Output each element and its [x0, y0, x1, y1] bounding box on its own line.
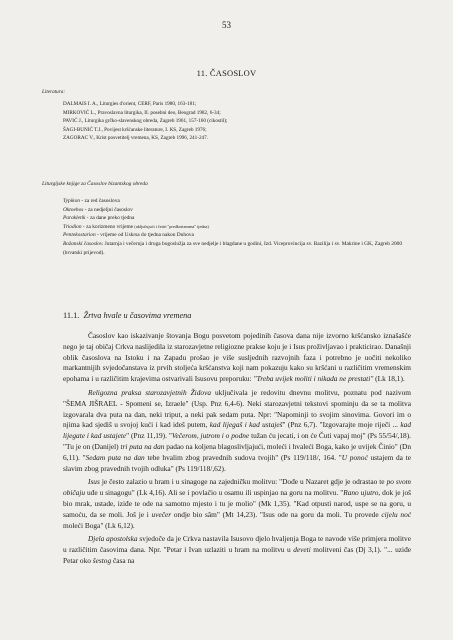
text-run: svjedoče da je Crkva nastavila Isusovo djelo hvaljenja Boga te navode više primjera molitve u različitim časovima dana. Npr. "Petar i Ivan uzlaziti u hram na molitvu u	[63, 534, 411, 555]
emphasis: šestog	[92, 555, 112, 565]
text-run: (Lk 18,1).	[373, 374, 405, 384]
book-item	[63, 214, 403, 223]
book-item	[63, 206, 403, 215]
book-name: Typikon	[63, 198, 80, 204]
text-run: tebe hvalim zbog pravednih sudova tvojih" (Ps 119/118/, 164. "	[144, 452, 342, 462]
literature-item: MIRKOVIĆ L., Pravoslavna liturgika, II. posebni deo, Beograd 1982, 6-34;	[63, 109, 221, 116]
emphasis: cijelu noć	[381, 509, 412, 519]
book-desc: - za nedjeljni časoslov	[83, 206, 133, 213]
text-run: tužan ću jecati, i on će Čuti vapaj moj" (Ps 55/54/,18). "Tu je on (Danijel)	[63, 431, 411, 451]
body-text	[63, 331, 411, 570]
emphasis: Djela apostolska	[88, 534, 138, 544]
book-item	[63, 231, 403, 240]
book-item	[63, 240, 403, 257]
books-heading: Liturgijske knjige za Časoslov bizantskog obreda	[42, 181, 148, 187]
emphasis: Isus	[88, 477, 100, 487]
emphasis: po svom običaju	[63, 477, 411, 498]
book-item	[63, 197, 403, 206]
book-item	[63, 223, 403, 232]
text-run: molitveni čas (Dj 3,1). "... uziđe Petar oko	[63, 545, 412, 565]
text-run: Časoslov kao iskazivanje štovanja Bogu posvetom pojedinih časova dana nije izvorno kršćansko iznašašće nego je taj običaj Crkva naslijedila iz starozavjetne religiozne prakse koju je i Isus proživljavao i prakticirao. Današnji oblik časoslova na Istoku i na Zapadu prošao je više susljednih razvojnih faza i potrebno je uočiti nekoliko markantnijih svjedočanstava iz prvih stoljeća kršćanstva koji nam pokazuju kako su kršćani u različitim vremenskim epohama i u različitim krajevima ostvarivali Isusovu preporuku:	[63, 331, 411, 384]
text-run: uđe u sinagogu" (Lk 4,16). Ali se i povlačio u osamu ili uspinjao na goru na molitvu. "	[85, 488, 344, 498]
text-run: , dok je još bio mrak, ustade, iziđe te ode na samotno mjesto i tu je molio" (Mk 1,35). "Kad otpusti narod, uspe se na goru, u samoću, da se moli. Još je i	[63, 488, 411, 519]
section-number: 11.1.	[63, 311, 80, 320]
book-name: Božanski časoslov.	[63, 240, 104, 247]
text-run: " (Pnz 6,7). "Izgovarajte moje riječi ...	[282, 420, 401, 430]
book-name: Pentekostarion	[63, 232, 96, 239]
text-run: padao na koljena blagoslivljajući, moleći i hvaleći Boga, kako je uvijek Činio" (Dn 6,11). "	[63, 441, 411, 462]
emphasis: kad lijegaš i kad ustaješ	[209, 420, 283, 430]
literature-heading: Literatura:	[42, 89, 66, 95]
book-name: Triodion	[63, 223, 82, 230]
literature-item: DALMAIS I. A., Liturgies d'orient, CERF, Paris 1980, 163-181;	[63, 101, 197, 107]
paragraph	[63, 388, 411, 474]
emphasis: Religozna praksa starozavjetnih Židova	[88, 387, 211, 397]
chapter-title: 11. ČASOSLOV	[196, 68, 257, 78]
paragraph	[63, 534, 411, 566]
book-desc: - za korizmeno vrijeme	[81, 223, 135, 230]
text-run: ustajem da te slavim zbog pravednih tvojih odluka" (Ps 119/118/,62).	[63, 452, 411, 473]
books-list	[63, 197, 403, 257]
book-name: Parakletik	[63, 215, 86, 222]
book-name: Oktoehos	[63, 206, 84, 213]
emphasis: uvečer	[151, 509, 172, 519]
literature-item: ŠAGI-BUNIĆ T.J., Povijest kršćanske literature, I. KS, Zagreb 1976;	[63, 126, 207, 133]
text-run: je često zalazio u hram i u sinagoge na zajedničku molitvu: "Dođe u Nazaret gdje je odrastao te	[99, 477, 387, 487]
quote: "Treba uvijek moliti i nikada ne prestati"	[253, 374, 374, 384]
text-run: ondje bio sâm" (Mt 14,23). "Isus ode na goru da moli. Tu provede	[171, 509, 382, 519]
emphasis: kad lijegate i kad ustajete	[63, 420, 412, 441]
text-run: časa na	[111, 555, 135, 565]
emphasis: deveti	[293, 545, 311, 555]
book-desc: Jutarnja i večernja i druga bogoslužja za sve nedjelje i blagdane u godini, Izd. Viceprovincija sv. Bazilija i sv. Makrine i GK, Zagreb 2000 (hrvatski prijevod).	[63, 240, 403, 256]
paragraph	[63, 477, 411, 531]
section-title	[63, 311, 191, 320]
paragraph	[63, 331, 411, 385]
emphasis: U ponoć	[341, 452, 368, 462]
literature-item: PAVIĆ J., Liturgika grčko-slavenskog obreda, Zagreb 1961, 157-160 (cikostil);	[63, 118, 228, 125]
book-note: (uključujući i četiri "predkorizmena" tjedna)	[134, 223, 209, 229]
literature-list	[63, 100, 227, 143]
emphasis: Rano ujutro	[343, 488, 379, 498]
book-desc: - za dane preko tjedna	[85, 215, 135, 222]
section-title-text: Žrtva hvale u časovima vremena	[83, 311, 192, 320]
emphasis: Večerom, jutrom i o podne	[171, 431, 250, 441]
text-run: " (Pnz 11,19). "	[126, 431, 172, 441]
book-desc: - vrijeme od Uskrsa do tjedna nakon Duhova	[95, 232, 194, 239]
text-run: uključivala je redovitu dnevnu molitvu, poznatu pod nazivom "ŠEMA JIŠRAEL - Spomeni se, Izraele" (Usp. Pnz 6,4-6). Neki starozavjetni tekstovi spominju da se ta molitva izgovarala dva puta na dan, neki triput, a neki pak sedam puta. Npr: "Napominji to svojim sinovima. Govori im o njima kad sjediš u svojoj kući i kad ideš putem,	[63, 387, 411, 430]
book-desc: - za red časoslova	[79, 198, 120, 204]
page-number: 53	[222, 20, 231, 30]
emphasis: tri puta na dan	[120, 441, 165, 451]
emphasis: Sedam puta na dan	[85, 452, 145, 462]
literature-item: ZAGORAC V., Krist posvetitelj vremena, KS, Zagreb 1996, 241-247.	[63, 135, 209, 142]
text-run: moleći Boga" (Lk 6,12).	[63, 520, 135, 530]
